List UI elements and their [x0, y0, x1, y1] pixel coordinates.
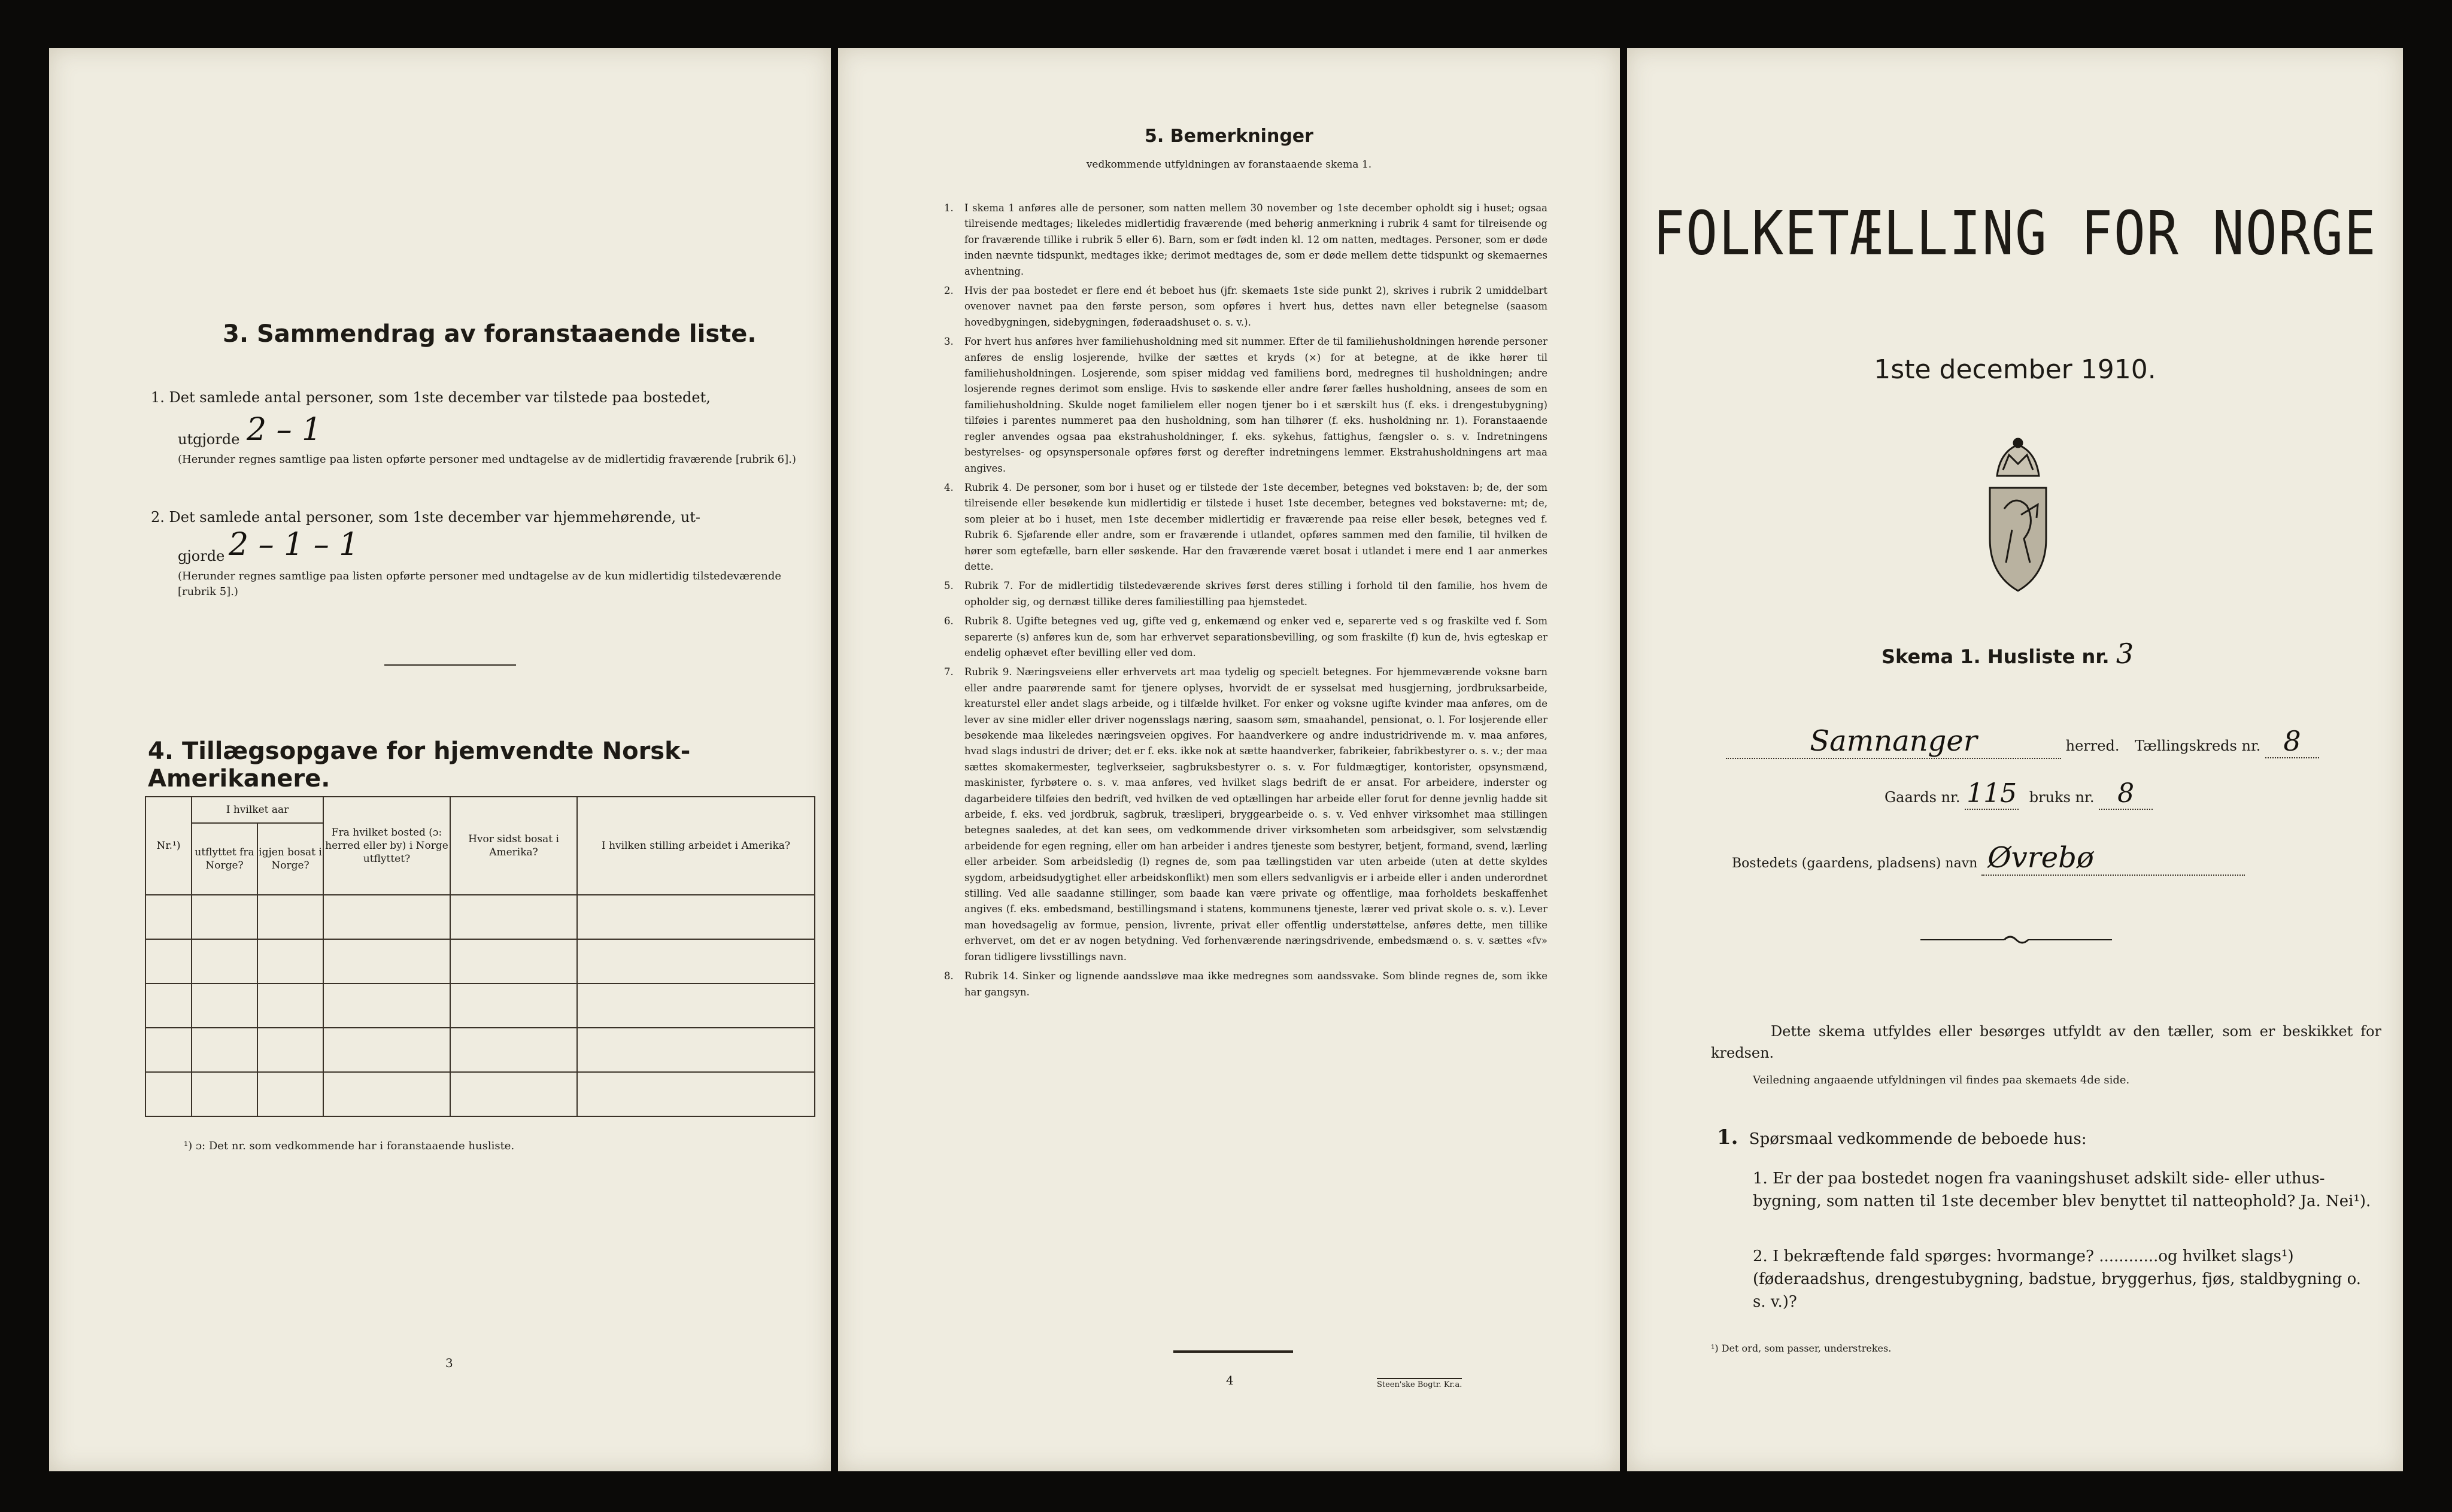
item-1-text: 1. Det samlede antal personer, som 1ste december var tilstede paa bostedet,: [151, 389, 711, 406]
table-cell: [577, 983, 815, 1028]
table-cell: [257, 983, 323, 1028]
instruction-text: Dette skema utfyldes eller besørges utfyldt av den tæller, som er beskikket for kredsen.: [1711, 1023, 2381, 1061]
page-number: 3: [445, 1356, 453, 1370]
footnote: ¹) ɔ: Det nr. som vedkommende har i foranstaaende husliste.: [184, 1140, 515, 1152]
table-cell: [323, 895, 450, 939]
divider: [1173, 1350, 1293, 1353]
remark-number: 7.: [944, 666, 954, 678]
remark-item: [937, 201, 1547, 280]
table-cell: [257, 1072, 323, 1116]
table-cell: [450, 1028, 577, 1072]
item-1-label: utgjorde: [178, 431, 240, 448]
page-4: [838, 48, 1620, 1471]
printer-imprint: Steen'ske Bogtr. Kr.a.: [1377, 1378, 1462, 1389]
remarks-list: [937, 201, 1547, 1004]
table-row: [145, 939, 815, 983]
bruks-value: 8: [2117, 778, 2135, 809]
gaards-field: [1965, 778, 2019, 810]
remark-number: 8.: [944, 970, 954, 982]
questions-heading: [1717, 1125, 2087, 1149]
item-2-text: 2. Det samlede antal personer, som 1ste december var hjemmehørende, ut-: [151, 509, 700, 526]
remark-item: [937, 283, 1547, 330]
page-3: [49, 48, 831, 1471]
remark-text: Rubrik 8. Ugifte betegnes ved ug, gifte ved g, enkemænd og enker ved e, separerte ved s og fraskilte ved f. Som separerte (s) anføres kun de, som har erhvervet separationsbevilling, og som fraskilte (f) kun de, hvis egteskap er endelig ophævet efter bevilling eller ved dom.: [964, 615, 1547, 658]
table-cell: [577, 895, 815, 939]
col-group-year: I hvilket aar: [192, 797, 323, 823]
coat-of-arms-icon: [1979, 434, 2057, 596]
remark-text: Hvis der paa bostedet er flere end ét beboet hus (jfr. skemaets 1ste side punkt 2), skrives i rubrik 2 umiddelbart ovenover navnet paa den første person, som opføres i hvert hus, dettes navn eller betegnelse (saasom hovedbygningen, sidebygningen, føderaadshuset o. s. v.).: [964, 285, 1547, 328]
table-row: [145, 1072, 815, 1116]
table-cell: [145, 983, 192, 1028]
instruction-note: Veiledning angaaende utfyldningen vil findes paa skemaets 4de side.: [1753, 1074, 2130, 1086]
page-1: [1627, 48, 2403, 1471]
remark-item: [937, 578, 1547, 610]
ornament-divider: [1920, 933, 2112, 947]
remark-number: 4.: [944, 481, 954, 493]
table-cell: [257, 1028, 323, 1072]
table-cell: [192, 895, 257, 939]
table-cell: [323, 1072, 450, 1116]
section-4-title: 4. Tillægsopgave for hjemvendte Norsk-Amerikanere.: [148, 737, 691, 793]
page-number: 4: [1226, 1373, 1234, 1387]
col-igjen-bosat: igjen bosat i Norge?: [257, 823, 323, 895]
schema-label: [1882, 637, 2134, 670]
table-cell: [450, 1072, 577, 1116]
bruks-label: bruks nr.: [2029, 789, 2095, 806]
table-cell: [577, 939, 815, 983]
remark-item: [937, 664, 1547, 965]
remark-item: [937, 968, 1547, 1000]
remarks-subtitle: vedkommende utfyldningen av foranstaaende skema 1.: [1086, 159, 1372, 171]
table-cell: [145, 939, 192, 983]
question-1: 1. Er der paa bostedet nogen fra vaaningshuset adskilt side- eller uthus-bygning, som natten til 1ste december blev benyttet til natteophold? Ja. Nei¹).: [1753, 1170, 2371, 1210]
table-row: [145, 1028, 815, 1072]
divider: [384, 664, 516, 666]
item-2-label: gjorde: [178, 548, 225, 564]
remarks-title: 5. Bemerkninger: [1145, 126, 1313, 147]
bosted-field: [1981, 841, 2245, 876]
col-utflyttet: utflyttet fra Norge?: [192, 823, 257, 895]
item-2-value: 2 – 1 – 1: [229, 527, 359, 563]
bosted-label: Bostedets (gaardens, pladsens) navn: [1732, 856, 1978, 871]
col-stilling: I hvilken stilling arbeidet i Amerika?: [577, 797, 815, 895]
item-1-value: 2 – 1: [247, 412, 322, 448]
remark-number: 3.: [944, 336, 954, 348]
remark-text: I skema 1 anføres alle de personer, som natten mellem 30 november og 1ste december opholdt sig i huset; ogsaa tilreisende medtages; likeledes midlertidig fraværende (med behørig anmerkning i rubrik 4 samt for tilreisende og for fraværende tillike i rubrik 5 eller 6). Barn, som er født inden kl. 12 om natten, medtages. Personer, som er døde inden nævnte tidspunkt, medtages ikke; derimot medtages de, som er døde mellem dette tidspunkt og skemaernes avhentning.: [964, 202, 1547, 277]
table-cell: [145, 1028, 192, 1072]
remark-item: [937, 334, 1547, 476]
footnote: ¹) Det ord, som passer, understrekes.: [1711, 1343, 1892, 1354]
table-cell: [323, 939, 450, 983]
remark-number: 1.: [944, 202, 954, 214]
table-cell: [145, 1072, 192, 1116]
remark-text: Rubrik 9. Næringsveiens eller erhvervets art maa tydelig og specielt betegnes. For hjemmeværende voksne barn eller andre paarørende samt for tjenere oplyses, hvorvidt de er sysselsat med husgjerning, jordbruksarbeide, kreaturstel eller andet slags arbeide, og i tilfælde hvilket. For enker og voksne ugifte kvinder maa anføres, om de lever av sine midler eller driver nogensslags næring, saasom søm, smaahandel, pensionat, o. l. For losjerende eller besøkende maa likeledes næringsveien opgives. For haandverkere og andre industridrivende m. v. maa anføres, hvad slags industri de driver; det er f. eks. ikke nok at sætte haandverker, fabrikeier, fabrikbestyrer o. s. v.; der maa sættes skomakermester, teglverkseier, sagbruksbestyrer o. s. v. For fuldmægtiger, kontorister, opsynsmænd, maskinister, fyrbøtere o. s. v. maa anføres, ved hvilket slags bedrift de er ansat. For arbeidere, inderster og dagarbeidere tilføies den bedrift, ved hvilken de ved optællingen har arbeide eller forut for denne jevnlig hadde sit arbeide, f. eks. ved jordbruk, sagbruk, træsliperi, bryggearbeide o. s. v. Ved enhver virksomhet maa stillingen betegnes saaledes, at det kan sees, om vedkommende driver virksomheten som arbeidsgiver, som selvstændig arbeidende for egen regning, eller om han arbeider i andres tjeneste som bestyrer, betjent, formand, svend, lærling eller arbeider. Som arbeidsledig (l) regnes de, som paa tællingstiden var uten arbeide (uten at dette skyldes sygdom, arbeidsudygtighet eller arbeidskonflikt) men som ellers sedvanligvis er i arbeide eller i anden underordnet stilling. Ved alle saadanne stillinger, som baade kan være private og offentlige, maa forholdets beskaffenhet angives (f. eks. embedsmand, bestillingsmand i statens, kommunens tjeneste, lærer ved privat skole o. s. v.). Lever man hovedsagelig av formue, pension, livrente, privat eller offentlig understøttelse, anføres dette, men tillike erhvervet, om det er av nogen betydning. Ved forhenværende næringsdrivende, embedsmænd o. s. v. sættes «fv» foran tidligere livsstillings navn.: [964, 666, 1547, 963]
table-cell: [323, 983, 450, 1028]
krets-field: [2265, 725, 2319, 758]
gaards-value: 115: [1967, 778, 2017, 809]
remark-number: 2.: [944, 285, 954, 297]
norsk-amerikanere-table: [145, 796, 815, 1117]
table-row: [145, 895, 815, 939]
schema-text: Skema 1. Husliste nr.: [1882, 645, 2110, 668]
gaards-label: Gaards nr.: [1884, 789, 1961, 806]
remark-text: Rubrik 14. Sinker og lignende aandssløve maa ikke medregnes som aandssvake. Som blinde regnes de, som ikke har gangsyn.: [964, 970, 1547, 998]
remark-text: For hvert hus anføres hver familiehusholdning med sit nummer. Efter de til familiehusholdningen hørende personer anføres de enslig losjerende, hvilke der sættes et kryds (×) for at betegne, at de ikke hører til familiehusholdningen. Losjerende, som spiser middag ved familiens bord, medregnes til husholdningen; andre losjerende regnes derimot som enslige. Hvis to søskende eller andre fører fælles husholdning, ansees de som en familiehusholdning. Skulde noget familielem eller nogen tjener bo i et særskilt hus (f. eks. i drengestubygning) tilføies i parentes nummeret paa den husholdning, som han tilhører (f. eks. husholdning nr. 1). Foranstaaende regler anvendes ogsaa paa ekstrahusholdninger, f. eks. sykehus, fattighus, fængsler o. s. v. Indretningens bestyrelses- og opsynspersonale opføres først og derefter indretningens lemmer. Ekstrahusholdningens art maa angives.: [964, 336, 1547, 474]
table-cell: [450, 939, 577, 983]
questions-title: Spørsmaal vedkommende de beboede hus:: [1749, 1130, 2087, 1148]
remark-text: Rubrik 7. For de midlertidig tilstedeværende skrives først deres stilling i forhold til den familie, hos hvem de opholder sig, og dernæst tillike deres familiestilling paa hjemstedet.: [964, 580, 1547, 608]
bosted-row: [1732, 841, 2245, 876]
remark-item: [937, 480, 1547, 575]
table-cell: [323, 1028, 450, 1072]
remark-item: [937, 614, 1547, 661]
remark-text: Rubrik 4. De personer, som bor i huset og er tilstede der 1ste december, betegnes ved bokstaven: b; de, der som tilreisende eller besøkende kun midlertidig er tilstede i huset 1ste december, betegnes ved bokstaverne: mt; de, som pleier at bo i huset, men 1ste december midlertidig er fraværende paa reise eller besøk, betegnes ved f. Rubrik 6. Sjøfarende eller andre, som er fraværende i utlandet, opføres sammen med den familie, til hvilken de hører som egtefælle, barn eller søskende. Har den fraværende været bosat i utlandet i mere end 1 aar anmerkes dette.: [964, 481, 1547, 572]
krets-label: Tællingskreds nr.: [2135, 737, 2261, 754]
herred-row: [1726, 724, 2360, 759]
table-cell: [577, 1028, 815, 1072]
col-fra-bosted: Fra hvilket bosted (ɔ: herred eller by) i Norge utflyttet?: [323, 797, 450, 895]
item-2-note: (Herunder regnes samtlige paa listen opførte personer med undtagelse av de kun midlertidig tilstedeværende [rubrik 5].): [178, 570, 782, 598]
herred-field: [1726, 724, 2061, 759]
gaards-row: [1884, 778, 2153, 810]
table-cell: [257, 939, 323, 983]
table-cell: [450, 983, 577, 1028]
bosted-value: Øvrebø: [1987, 841, 2094, 875]
table-cell: [192, 1028, 257, 1072]
col-sidst-bosat: Hvor sidst bosat i Amerika?: [450, 797, 577, 895]
table-cell: [145, 895, 192, 939]
questions-number: 1.: [1717, 1125, 1738, 1149]
herred-label: herred.: [2065, 737, 2120, 754]
husliste-number: 3: [2116, 637, 2134, 670]
table-cell: [577, 1072, 815, 1116]
census-date: 1ste december 1910.: [1874, 354, 2156, 385]
table-cell: [192, 939, 257, 983]
remark-number: 6.: [944, 615, 954, 627]
table-cell: [450, 895, 577, 939]
herred-value: Samnanger: [1810, 724, 1977, 758]
item-1-note: (Herunder regnes samtlige paa listen opførte personer med undtagelse av de midlertidig fraværende [rubrik 6].): [178, 453, 796, 466]
table-cell: [192, 1072, 257, 1116]
krets-value: 8: [2283, 725, 2301, 757]
table-cell: [257, 895, 323, 939]
col-nr: Nr.¹): [145, 797, 192, 895]
remark-number: 5.: [944, 580, 954, 592]
table-row: [145, 983, 815, 1028]
census-title: FOLKETÆLLING FOR NORGE: [1653, 198, 2377, 269]
bruks-field: [2099, 778, 2153, 810]
table-cell: [192, 983, 257, 1028]
section-3-title: 3. Sammendrag av foranstaaende liste.: [223, 320, 757, 348]
question-2: 2. I bekræftende fald spørges: hvormange? ............og hvilket slags¹) (føderaadshus, drengestubygning, badstue, bryggerhus, fjøs, staldbygning o. s. v.)?: [1753, 1247, 2362, 1311]
